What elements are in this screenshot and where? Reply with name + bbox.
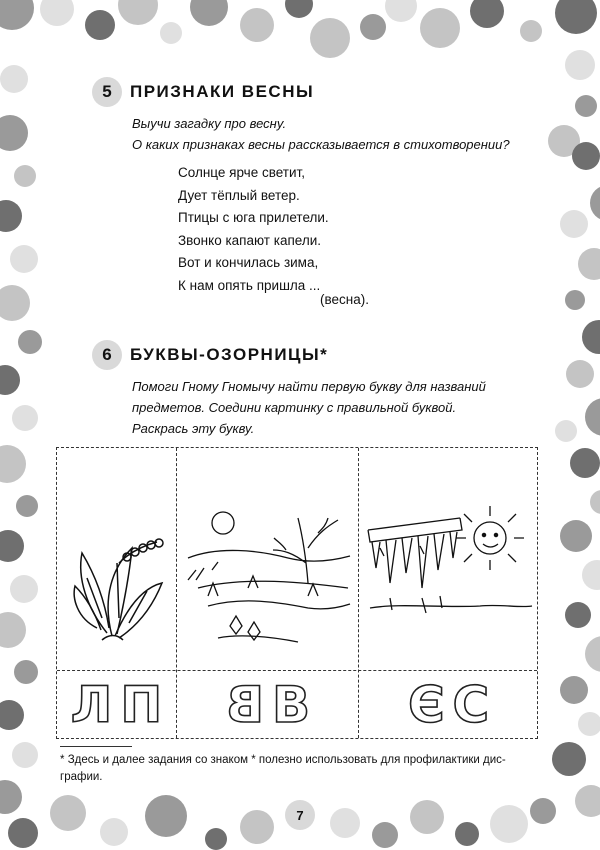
instruction-line: Помоги Гному Гномычу найти первую букву для названий	[132, 379, 486, 394]
letter-matching-card	[56, 447, 538, 739]
task-5-title: ПРИЗНАКИ ВЕСНЫ	[130, 82, 315, 101]
page-number: 7	[285, 800, 315, 830]
outlined-letter[interactable]: В	[225, 676, 264, 734]
poem-line: Птицы с юга прилетели.	[178, 210, 329, 225]
riddle-poem	[178, 162, 329, 297]
task-6-number: 6	[92, 340, 122, 370]
letter-slot-3	[360, 676, 537, 734]
poem-line: Звонко капают капели.	[178, 232, 321, 248]
poem-line: К нам опять пришла ...	[178, 277, 321, 293]
task-5-instructions	[132, 113, 532, 155]
letter-slot-1	[57, 676, 176, 734]
lily-of-the-valley-picture[interactable]	[57, 458, 176, 663]
instruction-line: Раскрась эту букву.	[132, 421, 255, 436]
footnote	[60, 752, 540, 786]
task-5-number: 5	[92, 77, 122, 107]
poem-line: Вот и кончилась зима,	[178, 255, 319, 270]
icicles-and-sun-picture[interactable]	[360, 458, 537, 663]
outlined-letter[interactable]: Л	[70, 676, 113, 734]
outlined-letter[interactable]: С	[452, 676, 490, 734]
task-6-title: БУКВЫ-ОЗОРНИЦЫ*	[130, 345, 329, 364]
instruction-line: Выучи загадку про весну.	[132, 116, 287, 131]
riddle-answer: (весна).	[320, 292, 369, 307]
task-6-header	[92, 340, 328, 370]
outlined-letter[interactable]: В	[272, 676, 311, 734]
spring-landscape-picture[interactable]	[178, 458, 358, 663]
outlined-letter[interactable]: П	[120, 676, 163, 734]
task-6-instructions	[132, 376, 532, 439]
letter-slot-2	[178, 676, 358, 734]
outlined-letter[interactable]: Э	[407, 676, 445, 734]
poem-line: Дует тёплый ветер.	[178, 187, 300, 203]
poem-line: Солнце ярче светит,	[178, 165, 305, 180]
footnote-text: Здесь и далее задания со знаком * полезно использовать для профилактики дис-графии.	[60, 754, 506, 783]
footnote-mark: *	[60, 754, 65, 766]
instruction-line: О каких признаках весны рассказывается в стихотворении?	[132, 137, 510, 152]
instruction-line: предметов. Соедини картинку с правильной буквой.	[132, 400, 457, 415]
task-5-header	[92, 77, 314, 107]
